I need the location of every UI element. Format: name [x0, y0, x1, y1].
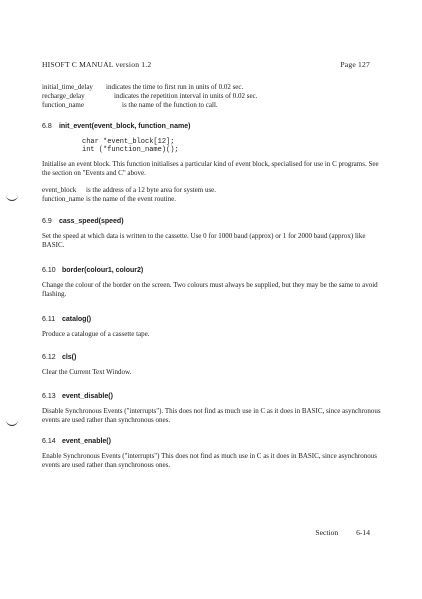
parameter-row: [42, 92, 257, 101]
section-body-6-11: Produce a catalogue of a cassette tape.: [42, 330, 150, 338]
section-heading-6-11: [42, 316, 91, 323]
section-number: 6.14: [42, 438, 56, 445]
section-title: cls(): [61, 354, 77, 361]
section-title: border(colour1, colour2): [61, 267, 144, 274]
section-title: event_disable(): [61, 393, 113, 400]
footer-section-word: Section: [315, 528, 339, 537]
header-page-number: Page 127: [340, 60, 370, 69]
parameter-description: is the name of the function to call.: [122, 101, 218, 109]
section-heading-6-14: [42, 438, 111, 445]
section-number: 6.8: [42, 123, 52, 130]
section-body-6-9: Set the speed at which data is written to the cassette. Use 0 for 1000 baud (approx) or 1 for 2000 baud (approx) like BASIC.: [42, 232, 366, 249]
code-line: int (*function_name)();: [82, 146, 179, 154]
section-number: 6.9: [42, 218, 52, 225]
header-title: HISOFT C MANUAL version 1.2: [42, 60, 152, 69]
parameter-description: indicates the time to first run in units of 0.02 sec.: [106, 83, 244, 91]
code-line: char *event_block[12];: [82, 138, 175, 146]
section-heading-6-12: [42, 354, 76, 361]
footer-section-number: 6-14: [356, 528, 370, 537]
footer-section-label: [299, 528, 370, 537]
section-heading-6-10: [42, 267, 143, 274]
section-body-6-8: Initialise an event block. This function initialises a particular kind of event block, specialised for use in C programs. See the section on "Events and C" above.: [42, 160, 379, 177]
parameter-name: function_name: [42, 195, 84, 203]
section-body-6-12: Clear the Current Text Window.: [42, 368, 132, 376]
parameter-row: [42, 195, 216, 204]
margin-mark: [6, 195, 18, 201]
section-body-6-14: Enable Synchronous Events ("interrupts") This does not find as much use in C as it does in BASIC, since asynchronous events are used rather than synchronous ones.: [42, 452, 377, 469]
section-number: 6.11: [42, 316, 56, 323]
parameter-name: event_block: [42, 186, 77, 194]
parameter-row: [42, 83, 257, 92]
parameter-description: indicates the repetition interval in units of 0.02 sec.: [114, 92, 258, 100]
section-title: catalog(): [61, 316, 92, 323]
parameter-list-6-8: [42, 186, 216, 204]
section-body-6-13: Disable Synchronous Events ("interrupts"). This does not find as much use in C as it does in BASIC, since asynchronous events are used rather than synchronous ones.: [42, 407, 381, 424]
section-title: event_enable(): [61, 438, 111, 445]
parameter-description: is the address of a 12 byte area for system use.: [86, 186, 217, 194]
parameter-row: [42, 101, 257, 110]
parameter-name: recharge_delay: [42, 92, 85, 100]
parameter-name: initial_time_delay: [42, 83, 93, 91]
section-heading-6-8: [42, 123, 190, 130]
section-heading-6-13: [42, 393, 113, 400]
code-block: [82, 138, 179, 154]
margin-mark: [6, 420, 18, 426]
section-title: init_event(event_block, function_name): [58, 123, 191, 130]
parameter-row: [42, 186, 216, 195]
parameter-name: function_name: [42, 101, 84, 109]
section-body-6-10: Change the colour of the border on the screen. Two colours must always be supplied, but they may be the same to avoid flashing.: [42, 281, 378, 298]
section-number: 6.13: [42, 393, 56, 400]
section-title: cass_speed(speed): [58, 218, 124, 225]
section-number: 6.10: [42, 267, 56, 274]
section-heading-6-9: [42, 218, 124, 225]
parameter-description: is the name of the event routine.: [86, 195, 176, 203]
parameter-list-top: [42, 83, 257, 110]
section-number: 6.12: [42, 354, 56, 361]
